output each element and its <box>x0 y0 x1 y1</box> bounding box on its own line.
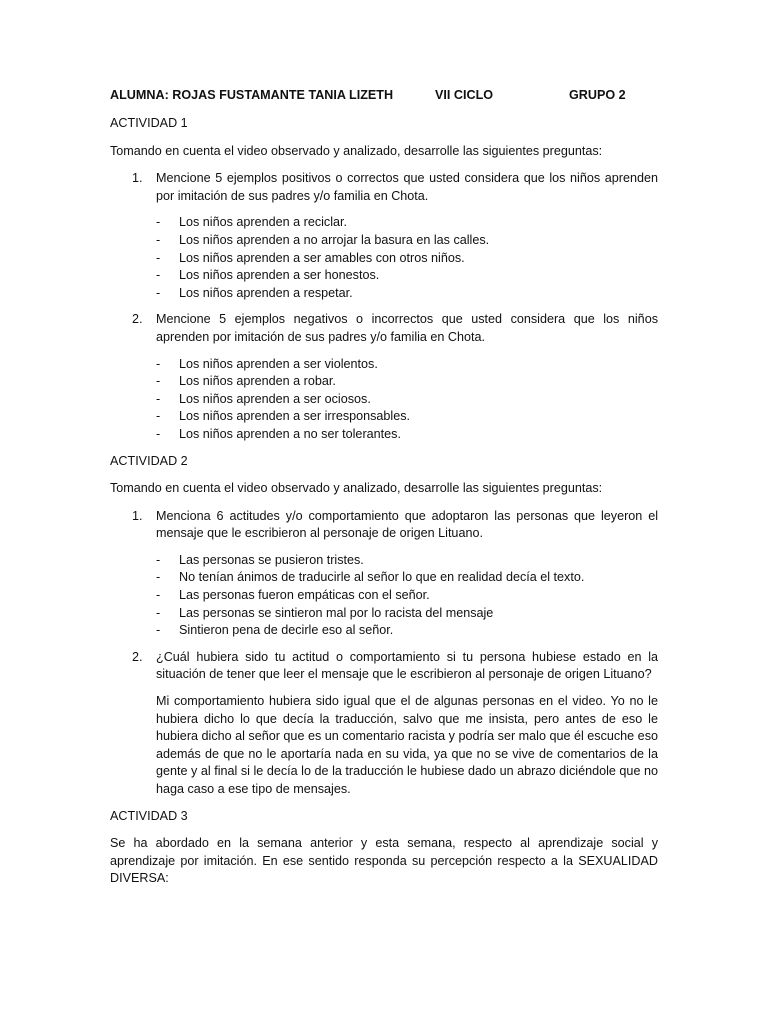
list-item: - Los niños aprenden a ser honestos. <box>156 268 380 283</box>
activity2-question-2 <box>110 649 658 684</box>
list-item: - Los niños aprenden a ser irresponsables. <box>156 409 411 424</box>
activity2-question-1 <box>110 508 658 543</box>
question-number: 2. <box>132 312 143 327</box>
question-text: Menciona 6 actitudes y/o comportamiento que adoptaron las personas que leyeron el mensaje que le escribieron al personaje de origen Lituano. <box>156 508 658 541</box>
question-text: Mencione 5 ejemplos negativos o incorrectos que usted considera que los niños aprenden por imitación de sus padres y/o familia en Chota. <box>156 312 658 344</box>
activity1-intro: Tomando en cuenta el video observado y analizado, desarrolle las siguientes preguntas: <box>110 143 603 158</box>
list-item: - Los niños aprenden a respetar. <box>156 285 353 300</box>
list-item: - Los niños aprenden a reciclar. <box>156 215 348 230</box>
question-text: ¿Cuál hubiera sido tu actitud o comportamiento si tu persona hubiese estado en la situación de tener que leer el mensaje que le escribieron al personaje de origen Lituano? <box>156 649 658 682</box>
activity2-title: ACTIVIDAD 2 <box>110 453 188 468</box>
list-item: - Las personas se pusieron tristes. <box>156 552 364 567</box>
activity2-question-2-answer: Mi comportamiento hubiera sido igual que el de algunas personas en el video. Yo no le hubiera dicho lo que decía la traducción, salvo que me insista, pero antes de eso le hubiera dicho al señor que es un comentario racista y podría ser malo que él escuche eso además de que no le aportaría nada en su vida, ya que no se vive de comentarios de la gente y al final si le decía lo de la traducción le hubiese dado un abrazo diciéndole que no haga caso a ese tipo de mensajes. <box>156 694 658 796</box>
list-item: - Los niños aprenden a ser amables con otros niños. <box>156 250 465 265</box>
activity1-question-1-list <box>110 214 658 302</box>
student-name: ALUMNA: ROJAS FUSTAMANTE TANIA LIZETH <box>110 88 394 102</box>
activity2-intro: Tomando en cuenta el video observado y analizado, desarrolle las siguientes preguntas: <box>110 481 603 496</box>
activity1-question-2-list <box>110 356 658 444</box>
question-number: 1. <box>132 171 143 186</box>
list-item: - No tenían ánimos de traducirle al señor lo que en realidad decía el texto. <box>156 570 585 585</box>
list-item: - Los niños aprenden a no ser tolerantes. <box>156 426 401 441</box>
activity2-question-1-list <box>110 552 658 640</box>
list-item: - Los niños aprenden a robar. <box>156 374 336 389</box>
activity1-question-1 <box>110 170 658 205</box>
list-item: - Los niños aprenden a ser ociosos. <box>156 391 371 406</box>
activity1-question-2 <box>110 311 658 346</box>
list-item: - Las personas fueron empáticas con el señor. <box>156 588 430 603</box>
cycle-label: VII CICLO <box>435 88 494 102</box>
activity1-title: ACTIVIDAD 1 <box>110 116 188 130</box>
list-item: - Sintieron pena de decirle eso al señor. <box>156 623 394 638</box>
question-number: 2. <box>132 649 143 664</box>
list-item: - Los niños aprenden a ser violentos. <box>156 356 378 371</box>
group-label: GRUPO 2 <box>569 88 626 102</box>
question-text: Mencione 5 ejemplos positivos o correctos que usted considera que los niños aprenden por imitación de sus padres y/o familia en Chota. <box>156 171 658 203</box>
document-header <box>110 87 658 105</box>
list-item: - Los niños aprenden a no arrojar la basura en las calles. <box>156 232 490 247</box>
question-number: 1. <box>132 508 143 523</box>
activity3-title: ACTIVIDAD 3 <box>110 808 188 823</box>
activity3-intro: Se ha abordado en la semana anterior y esta semana, respecto al aprendizaje social y aprendizaje por imitación. En ese sentido responda su percepción respecto a la SEXUALIDAD DIVERSA: <box>110 836 658 886</box>
list-item: - Las personas se sintieron mal por lo racista del mensaje <box>156 605 494 620</box>
